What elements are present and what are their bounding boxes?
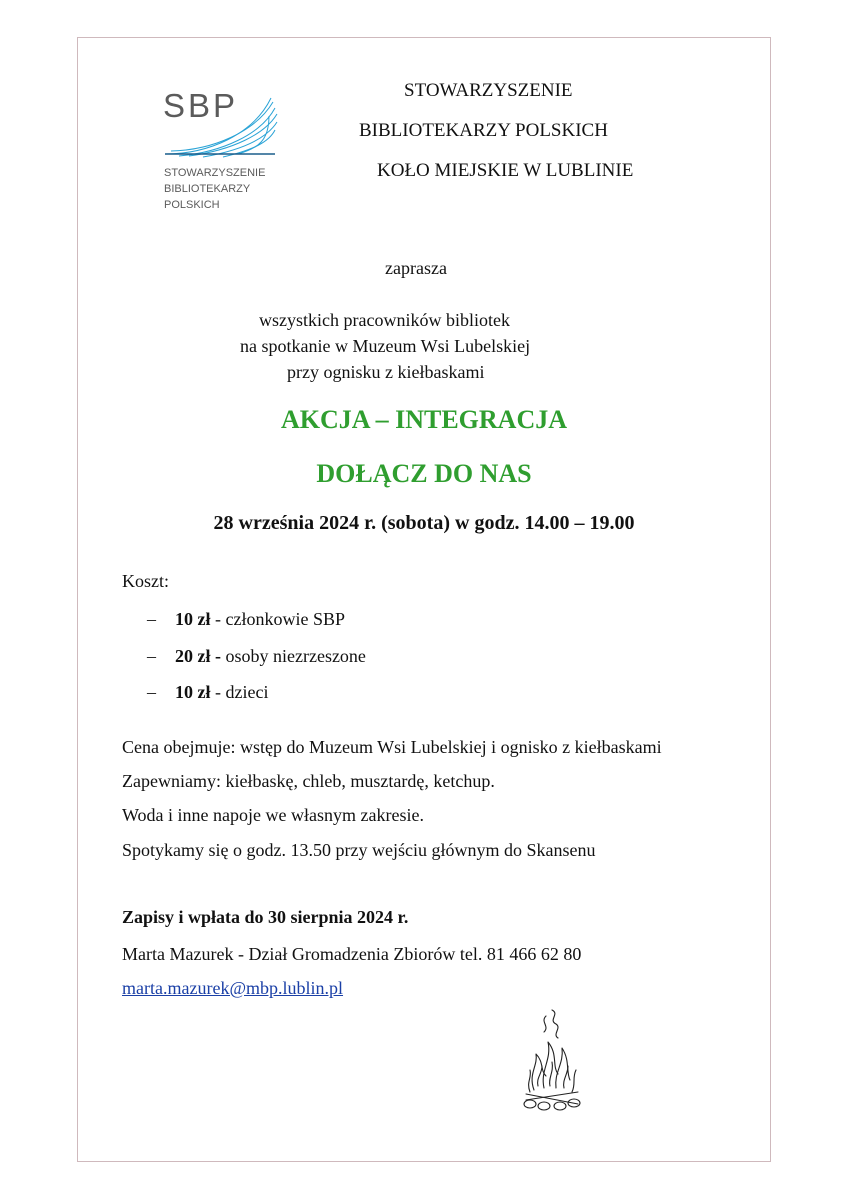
header-line-2: BIBLIOTEKARZY POLSKICH xyxy=(359,120,608,141)
cost-price: 10 zł xyxy=(175,682,211,702)
logo-line-1: STOWARZYSZENIE xyxy=(164,167,266,179)
logo-acronym: SBP xyxy=(163,87,239,124)
event-date: 28 września 2024 r. (sobota) w godz. 14.00 – 19.00 xyxy=(213,512,635,534)
cost-item xyxy=(147,609,345,630)
swoosh-lines-icon xyxy=(163,87,283,160)
cost-item xyxy=(147,682,268,703)
invite-line-2: na spotkanie w Muzeum Wsi Lubelskiej xyxy=(240,336,531,356)
signup-title: Zapisy i wpłata do 30 sierpnia 2024 r. xyxy=(122,907,409,927)
info-line-3: Woda i inne napoje we własnym zakresie. xyxy=(122,805,424,825)
signup-email-line xyxy=(122,978,343,999)
logo-line-2: BIBLIOTEKARZY xyxy=(164,183,251,195)
headline-1: AKCJA – INTEGRACJA xyxy=(280,405,568,434)
cost-item xyxy=(147,646,366,667)
sbp-logo xyxy=(163,88,283,218)
info-line-4: Spotykamy się o godz. 13.50 przy wejściu głównym do Skansenu xyxy=(122,840,596,860)
invite-line-3: przy ognisku z kiełbaskami xyxy=(287,362,485,382)
signup-contact: Marta Mazurek - Dział Gromadzenia Zbiorów tel. 81 466 62 80 xyxy=(122,944,582,964)
cost-label: Koszt: xyxy=(122,571,169,591)
invite-line-1: wszystkich pracowników bibliotek xyxy=(259,310,510,330)
info-line-2: Zapewniamy: kiełbaskę, chleb, musztardę, ketchup. xyxy=(122,771,495,791)
header-line-3: KOŁO MIEJSKIE W LUBLINIE xyxy=(377,160,634,181)
info-line-1: Cena obejmuje: wstęp do Muzeum Wsi Lubelskiej i ognisko z kiełbaskami xyxy=(122,737,662,757)
header-line-1: STOWARZYSZENIE xyxy=(404,80,573,101)
cost-price: 20 zł - xyxy=(175,646,221,666)
bonfire-icon xyxy=(522,1008,582,1113)
invite-zaprasza: zaprasza xyxy=(385,258,447,278)
headline-2: DOŁĄCZ DO NAS xyxy=(316,459,532,488)
list-dash: – xyxy=(147,682,156,702)
cost-desc: - członkowie SBP xyxy=(210,609,345,629)
email-link[interactable]: marta.mazurek@mbp.lublin.pl xyxy=(122,978,344,998)
list-dash: – xyxy=(147,609,156,629)
cost-desc: - dzieci xyxy=(210,682,269,702)
logo-line-3: POLSKICH xyxy=(164,199,220,211)
list-dash: – xyxy=(147,646,156,666)
cost-desc: osoby niezrzeszone xyxy=(220,646,366,666)
logo-subtitle xyxy=(164,165,265,213)
cost-price: 10 zł xyxy=(175,609,211,629)
